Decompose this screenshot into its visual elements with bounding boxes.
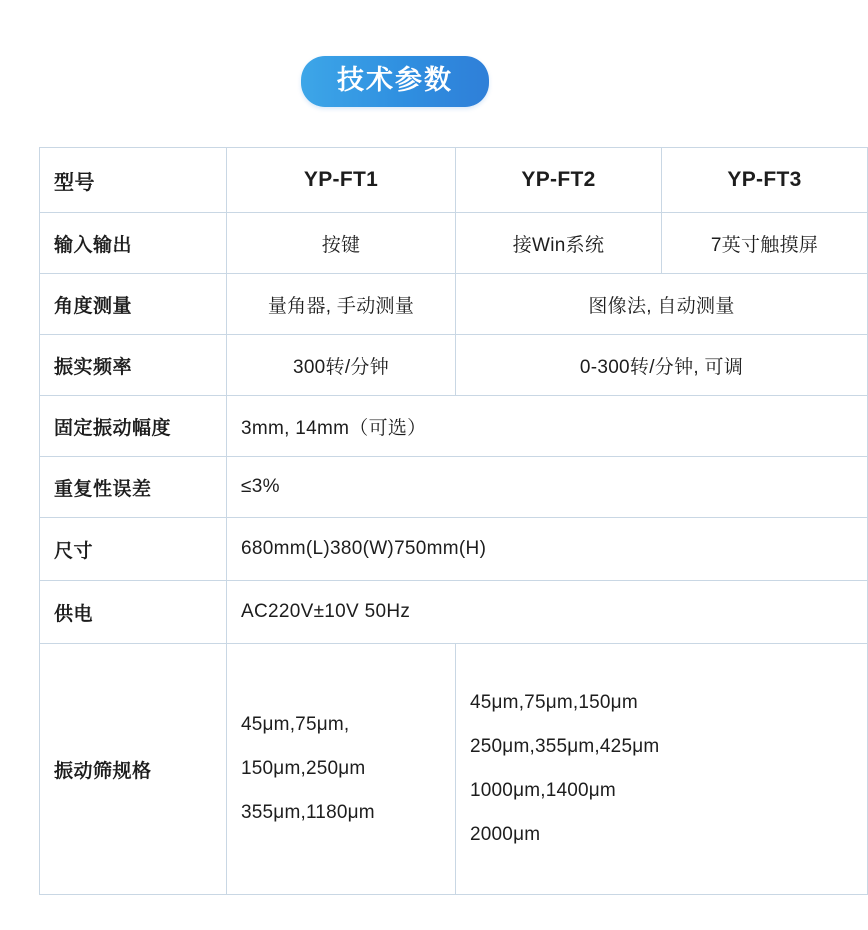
sieve-line: 45μm,75μm, (241, 714, 350, 735)
cell-dimensions-all: 680mm(L)380(W)750mm(H) (227, 518, 868, 581)
table-row (40, 644, 868, 895)
sieve-line: 2000μm (470, 824, 541, 845)
row-label-sieve-spec: 振动筛规格 (40, 644, 227, 895)
table-row (40, 518, 868, 581)
header-col-ft1: YP-FT1 (227, 148, 456, 213)
row-label-frequency: 振实频率 (40, 335, 227, 396)
table-row (40, 213, 868, 274)
spec-table-wrapper (39, 147, 819, 895)
row-label-dimensions: 尺寸 (40, 518, 227, 581)
table-row (40, 396, 868, 457)
sieve-line: 355μm,1180μm (241, 802, 375, 823)
row-label-power: 供电 (40, 581, 227, 644)
sieve-line: 250μm,355μm,425μm (470, 736, 660, 757)
spec-table (39, 147, 868, 895)
cell-angle-ft2-ft3: 图像法, 自动测量 (456, 274, 868, 335)
table-row-header (40, 148, 868, 213)
cell-sieve-ft1 (227, 644, 456, 895)
sieve-line: 1000μm,1400μm (470, 780, 616, 801)
cell-io-ft2: 接Win系统 (456, 213, 662, 274)
header-model-label: 型号 (40, 148, 227, 213)
cell-sieve-ft2-ft3 (456, 644, 868, 895)
sieve-line: 45μm,75μm,150μm (470, 692, 638, 713)
cell-io-ft1: 按键 (227, 213, 456, 274)
cell-repeatability-all: ≤3% (227, 457, 868, 518)
cell-frequency-ft2-ft3: 0-300转/分钟, 可调 (456, 335, 868, 396)
cell-amplitude-all: 3mm, 14mm（可选） (227, 396, 868, 457)
row-label-amplitude: 固定振动幅度 (40, 396, 227, 457)
row-label-io: 输入输出 (40, 213, 227, 274)
sieve-line: 150μm,250μm (241, 758, 366, 779)
row-label-angle: 角度测量 (40, 274, 227, 335)
header-col-ft2: YP-FT2 (456, 148, 662, 213)
cell-io-ft3: 7英寸触摸屏 (662, 213, 868, 274)
header-col-ft3: YP-FT3 (662, 148, 868, 213)
cell-frequency-ft1: 300转/分钟 (227, 335, 456, 396)
table-row (40, 335, 868, 396)
row-label-repeatability: 重复性误差 (40, 457, 227, 518)
cell-power-all: AC220V±10V 50Hz (227, 581, 868, 644)
table-row (40, 457, 868, 518)
table-row (40, 581, 868, 644)
table-row (40, 274, 868, 335)
title-banner (0, 0, 790, 107)
page-title: 技术参数 (301, 56, 489, 107)
cell-angle-ft1: 量角器, 手动测量 (227, 274, 456, 335)
